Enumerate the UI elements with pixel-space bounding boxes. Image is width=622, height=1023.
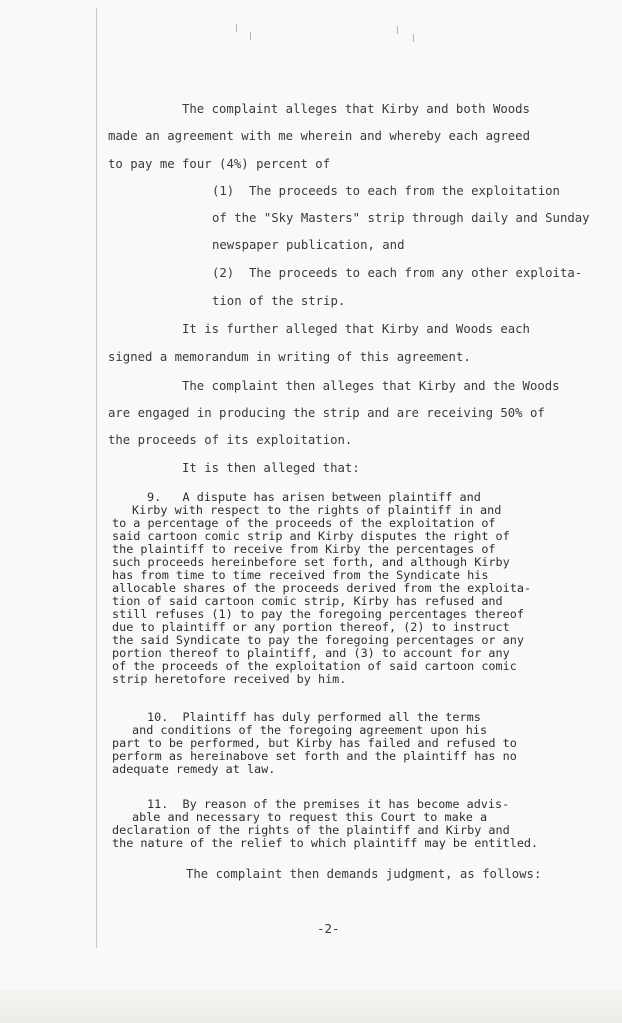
quote-9-line: 9. A dispute has arisen between plaintiff and: [147, 490, 481, 504]
page-number: -2-: [317, 921, 340, 936]
engaged-line-1: The complaint then alleges that Kirby and the Woods: [182, 379, 560, 393]
quote-9-line: said cartoon comic strip and Kirby disputes the right of: [112, 529, 510, 543]
quote-9-line: has from time to time received from the Syndicate his: [112, 568, 489, 582]
quote-9-line: Kirby with respect to the rights of plaintiff in and: [132, 503, 502, 517]
item-2-line-2: tion of the strip.: [212, 294, 346, 308]
quote-9-line: portion thereof to plaintiff, and (3) to account for any: [112, 646, 510, 660]
punch-mark: [236, 24, 237, 32]
quote-9-line: such proceeds hereinbefore set forth, and although Kirby: [112, 555, 510, 569]
quote-10-line: perform as hereinabove set forth and the plaintiff has no: [112, 749, 517, 763]
punch-mark: [397, 26, 398, 34]
item-1-line-2: of the "Sky Masters" strip through daily and Sunday: [212, 211, 590, 225]
quote-9-line: tion of said cartoon comic strip, Kirby has refused and: [112, 594, 503, 608]
quote-11-line: 11. By reason of the premises it has become advis-: [147, 797, 510, 811]
engaged-line-2: are engaged in producing the strip and are receiving 50% of: [108, 406, 545, 420]
engaged-line-3: the proceeds of its exploitation.: [108, 433, 353, 447]
intro-line-3: to pay me four (4%) percent of: [108, 157, 331, 171]
alleged-line: It is then alleged that:: [182, 461, 360, 475]
quote-11-line: able and necessary to request this Court to make a: [132, 810, 488, 824]
quote-10-line: adequate remedy at law.: [112, 762, 276, 776]
quote-9-line: allocable shares of the proceeds derived from the exploita-: [112, 581, 532, 595]
punch-mark: [250, 32, 251, 40]
quote-9-line: due to plaintiff or any portion thereof, (2) to instruct: [112, 620, 510, 634]
left-margin-rule: [96, 8, 97, 948]
quote-9-line: the plaintiff to receive from Kirby the percentages of: [112, 542, 496, 556]
intro-line-2: made an agreement with me wherein and whereby each agreed: [108, 129, 530, 143]
intro-line-1: The complaint alleges that Kirby and both Woods: [182, 102, 530, 116]
punch-mark: [413, 34, 414, 42]
quote-9-line: still refuses (1) to pay the foregoing percentages thereof: [112, 607, 524, 621]
quote-9-line: to a percentage of the proceeds of the exploitation of: [112, 516, 496, 530]
quote-10-line: part to be performed, but Kirby has failed and refused to: [112, 736, 517, 750]
memo-line-1: It is further alleged that Kirby and Woods each: [182, 322, 530, 336]
item-1-line-3: newspaper publication, and: [212, 238, 405, 252]
demands-line: The complaint then demands judgment, as follows:: [186, 867, 542, 881]
quote-10-line: and conditions of the foregoing agreement upon his: [132, 723, 488, 737]
scan-bottom-edge: [0, 990, 622, 1023]
quote-11-line: the nature of the relief to which plaintiff may be entitled.: [112, 836, 539, 850]
quote-10-line: 10. Plaintiff has duly performed all the terms: [147, 710, 481, 724]
quote-9-line: strip heretofore received by him.: [112, 672, 347, 686]
item-2-line-1: (2) The proceeds to each from any other exploita-: [212, 266, 583, 280]
item-1-line-1: (1) The proceeds to each from the exploitation: [212, 184, 560, 198]
quote-9-line: the said Syndicate to pay the foregoing percentages or any: [112, 633, 524, 647]
quote-9-line: of the proceeds of the exploitation of said cartoon comic: [112, 659, 517, 673]
quote-11-line: declaration of the rights of the plaintiff and Kirby and: [112, 823, 510, 837]
memo-line-2: signed a memorandum in writing of this agreement.: [108, 350, 471, 364]
